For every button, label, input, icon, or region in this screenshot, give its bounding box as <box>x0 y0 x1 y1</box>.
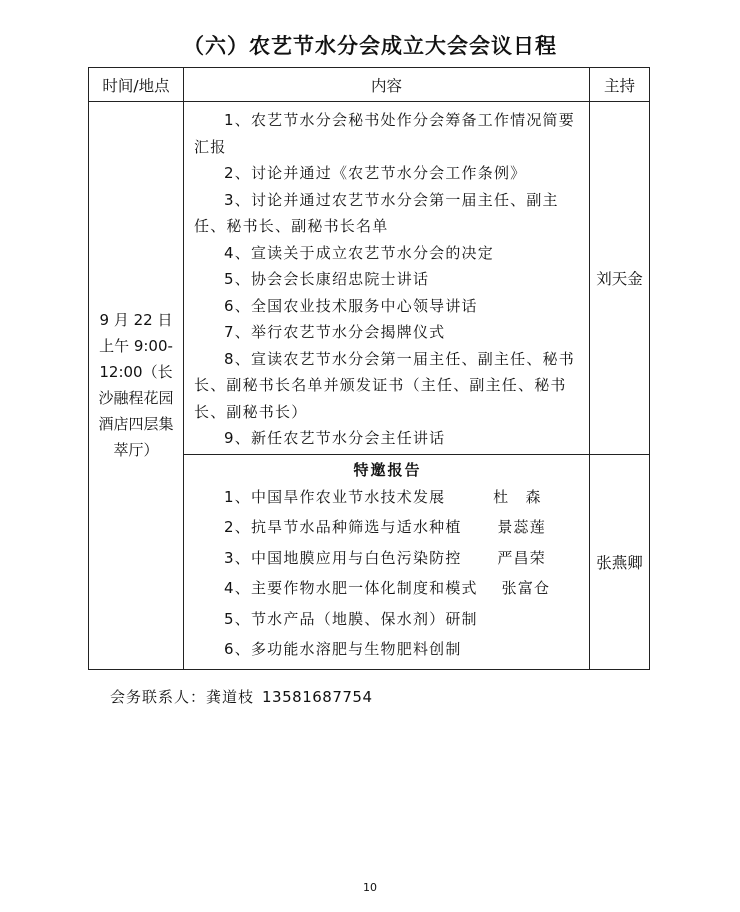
report-topic: 6、多功能水溶肥与生物肥料创制 <box>224 640 462 658</box>
special-reports-title: 特邀报告 <box>353 460 422 479</box>
report-topic: 3、中国地膜应用与白色污染防控 <box>224 548 462 567</box>
report-topic: 4、主要作物水肥一体化制度和模式 <box>224 579 478 597</box>
report-item-5 <box>194 604 581 635</box>
agenda-item-8: 8、宣读农艺节水分会第一届主任、副主任、秘书长、副秘书长名单并颁发证书（主任、副主任、秘书长、副秘书长） <box>194 349 575 421</box>
time-place-cell: 9 月 22 日上午 9:00-12:00（长沙融程花园酒店四层集萃厅） <box>89 102 184 670</box>
agenda-item-4: 4、宣读关于成立农艺节水分会的决定 <box>224 243 494 262</box>
agenda-item-1: 1、农艺节水分会秘书处作分会筹备工作情况简要汇报 <box>194 111 575 156</box>
contact-phone: 13581687754 <box>262 688 373 706</box>
table-header-row <box>89 68 650 102</box>
contact-person: 会务联系人：龚道枝 <box>110 688 255 706</box>
report-topic: 1、中国旱作农业节水技术发展 <box>224 487 446 506</box>
report-topic: 2、抗旱节水品种筛选与适水种植 <box>224 518 462 536</box>
agenda-item-6: 6、全国农业技术服务中心领导讲话 <box>224 296 478 315</box>
session1-host: 刘天金 <box>590 102 650 455</box>
report-item-3 <box>194 543 581 574</box>
header-content: 内容 <box>184 68 590 102</box>
report-speaker: 杜 森 <box>493 487 542 506</box>
agenda-item-9: 9、新任农艺节水分会主任讲话 <box>224 429 446 447</box>
session2-host: 张燕卿 <box>590 454 650 669</box>
report-speaker: 严昌荣 <box>497 548 546 567</box>
report-speaker: 张富仓 <box>501 579 551 597</box>
report-topic: 5、节水产品（地膜、保水剂）研制 <box>224 609 478 628</box>
header-host: 主持 <box>590 68 650 102</box>
report-speaker: 景蕊莲 <box>497 518 546 536</box>
agenda-item-2: 2、讨论并通过《农艺节水分会工作条例》 <box>224 164 527 182</box>
session2-content <box>184 454 590 669</box>
page-title: （六）农艺节水分会成立大会会议日程 <box>183 34 557 58</box>
report-item-6 <box>194 634 581 665</box>
report-item-1 <box>194 482 581 513</box>
session-row-1 <box>89 102 650 455</box>
contact-line <box>110 686 373 707</box>
agenda-item-5: 5、协会会长康绍忠院士讲话 <box>224 270 430 288</box>
agenda-item-7: 7、举行农艺节水分会揭牌仪式 <box>224 323 446 341</box>
schedule-table <box>88 67 650 670</box>
session1-content <box>184 102 590 455</box>
report-item-2 <box>194 512 581 543</box>
report-item-4 <box>194 573 581 604</box>
page-number: 10 <box>363 881 377 894</box>
header-time: 时间/地点 <box>89 68 184 102</box>
agenda-item-3: 3、讨论并通过农艺节水分会第一届主任、副主任、秘书长、副秘书长名单 <box>194 190 559 235</box>
